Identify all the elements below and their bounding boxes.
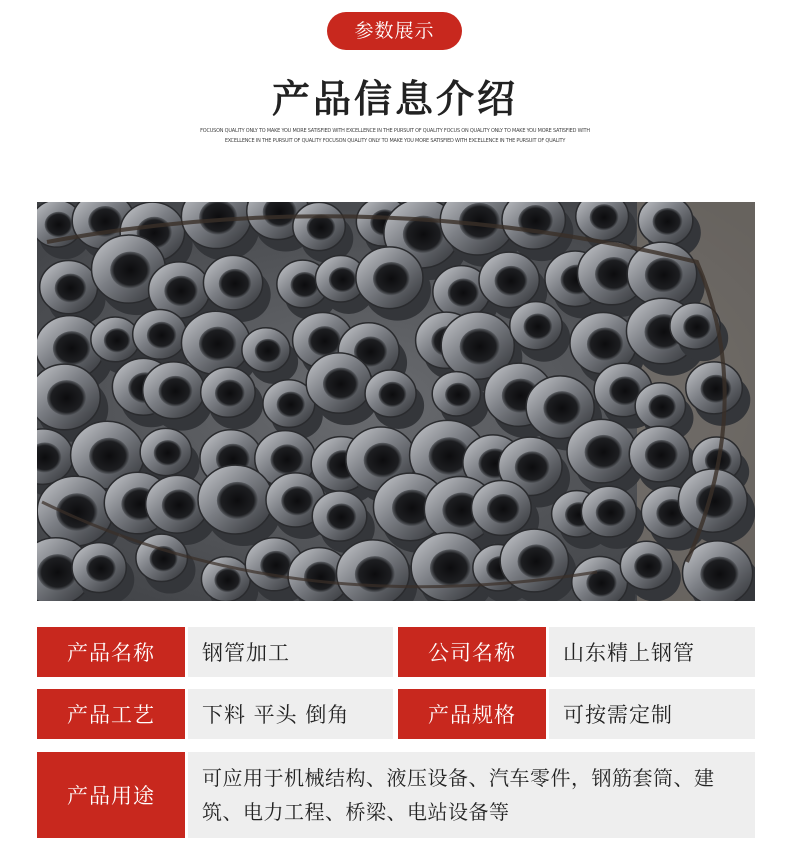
pipe-bore	[154, 440, 182, 466]
pipe-bore	[648, 394, 676, 419]
pipe-bore	[495, 266, 528, 296]
section-badge: 参数展示	[327, 12, 462, 50]
pipe-bore	[104, 328, 131, 352]
pipe-bore	[518, 544, 556, 578]
pipe-bore	[487, 494, 520, 524]
product-photo	[37, 202, 755, 601]
pipe-bore	[89, 438, 129, 475]
product-name-value: 钢管加工	[188, 627, 393, 677]
pipe-bore	[590, 204, 619, 230]
pipe-bore	[215, 380, 245, 407]
usage-value: 可应用于机械结构、液压设备、汽车零件，钢筋套筒、建筑、电力工程、桥梁、电站设备等	[188, 752, 755, 838]
pipe-bore	[379, 382, 407, 408]
pipe-bore	[515, 451, 550, 483]
pipe-bore	[219, 269, 252, 299]
pipe-bore	[373, 262, 410, 296]
pipe-bore	[110, 252, 151, 289]
pipe-bore	[162, 490, 197, 521]
pipe-bore	[45, 212, 73, 238]
pipe-bore	[53, 331, 91, 365]
company-name-label: 公司名称	[398, 627, 546, 677]
pipe-bore	[634, 553, 663, 579]
pipe-bore	[585, 435, 623, 470]
pipe-bore	[445, 383, 472, 407]
pipe-bore	[86, 555, 116, 582]
pipe-bore	[696, 484, 734, 518]
pipe-bore	[448, 279, 479, 308]
usage-label: 产品用途	[37, 752, 185, 838]
pipe-bore	[683, 314, 711, 339]
pipe-bore	[596, 499, 626, 527]
pipe-bore	[587, 328, 624, 361]
pipe-bore	[199, 327, 237, 361]
pipe-bore	[645, 440, 678, 470]
pipe-bore	[645, 258, 683, 293]
pipe-bore	[364, 443, 403, 478]
pipe-bore	[304, 562, 338, 593]
pipe-bore	[308, 326, 341, 356]
company-name-value: 山东精上钢管	[549, 627, 755, 677]
pipe-bore	[47, 380, 86, 416]
tagline: FOCUSON QUALITY ONLY TO MAKE YOU MORE SATISFIED WITH EXCELLENCE IN THE PURSUIT OF QUALITY FOCUS ON QUALITY ONLY TO MAKE YOU MORE SATISFIED WITH EXCELLENCE IN THE PURSUIT OF QUALITY FOCUSON QUALITY ONLY TO MAKE YOU MORE SATISFIED WITH EXCELLENCE IN THE PURSUIT OF QUALITY	[200, 128, 590, 144]
process-value: 下料 平头 倒角	[188, 689, 393, 739]
pipe-bore	[700, 557, 739, 592]
pipe-bore	[323, 368, 359, 401]
pipe-bore	[217, 482, 258, 519]
pipe-bore	[329, 267, 357, 292]
pipe-bore	[277, 392, 306, 418]
page-title: 产品信息介绍	[271, 77, 518, 121]
pipe-bore	[255, 339, 282, 363]
pipe-bore	[543, 391, 580, 425]
pipe-bore	[214, 568, 241, 592]
pipe-bore	[159, 376, 193, 407]
pipe-bore	[327, 503, 357, 530]
product-name-label: 产品名称	[37, 627, 185, 677]
pipe-bore	[701, 375, 732, 403]
pipe-bore	[460, 328, 500, 365]
pipe-bore	[281, 486, 313, 515]
pipe-bore	[291, 272, 319, 298]
process-label: 产品工艺	[37, 689, 185, 739]
pipe-bore	[270, 444, 303, 474]
spec-value: 可按需定制	[549, 689, 755, 739]
pipe-bore	[524, 314, 553, 340]
pipe-bore	[164, 276, 198, 307]
pipe-bore	[55, 274, 87, 303]
pipe-bore	[147, 322, 177, 349]
spec-label: 产品规格	[398, 689, 546, 739]
pipe-bore	[653, 208, 683, 235]
pipe-bore	[430, 549, 471, 586]
